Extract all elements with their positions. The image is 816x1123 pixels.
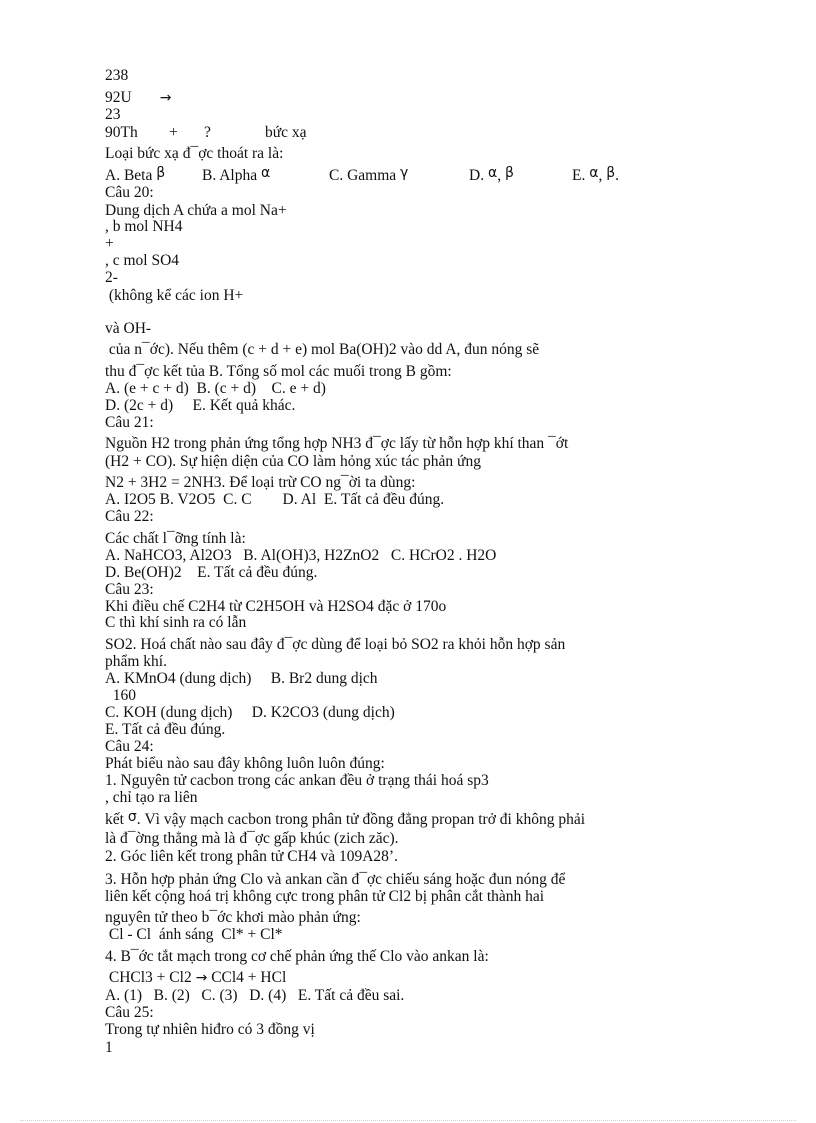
text-line: C thì khí sinh ra có lẫn: [105, 614, 247, 631]
text-line: , b mol NH4: [105, 218, 183, 235]
text-line: A. (e + c + d) B. (c + d) C. e + d): [105, 380, 326, 397]
text-line: A. NaHCO3, Al2O3 B. Al(OH)3, H2ZnO2 C. HCrO2 . H2O: [105, 547, 497, 564]
plus-sign: +: [169, 124, 178, 141]
nuclide-th: 90Th: [105, 124, 138, 141]
question-heading: Câu 24:: [105, 738, 154, 755]
text-line: 2-: [105, 269, 118, 286]
text-line: 2. Góc liên kết trong phân tử CH4 và 109A28’.: [105, 848, 398, 865]
gamma-icon: γ: [400, 165, 409, 181]
text-line: là đ¯ờng thẳng mà là đ¯ợc gấp khúc (zich zăc).: [105, 830, 399, 847]
alpha-icon: α: [589, 165, 599, 181]
text-line: , c mol SO4: [105, 252, 180, 269]
page-bottom-rule: [20, 1120, 796, 1121]
text-line: CHCl3 + Cl2 → CCl4 + HCl: [105, 969, 287, 986]
text-line: thu đ¯ợc kết tủa B. Tổng số mol các muối trong B gồm:: [105, 363, 452, 380]
text-line: [105, 89, 171, 107]
text-line: D. Be(OH)2 E. Tất cả đều đúng.: [105, 564, 318, 581]
text-line: C. KOH (dung dịch) D. K2CO3 (dung dịch): [105, 704, 395, 721]
text-line: liên kết cộng hoá trị không cực trong phân tử Cl2 bị phân cắt thành hai: [105, 888, 545, 905]
text-line: Khi điều chế C2H4 từ C2H5OH và H2SO4 đặc ở 170o: [105, 598, 447, 615]
alpha-icon: α: [261, 165, 271, 181]
text-line: (không kể các ion H+: [105, 287, 244, 304]
text-line: , chỉ tạo ra liên: [105, 789, 198, 806]
beta-icon: β: [504, 165, 514, 181]
text-line: 1. Nguyên tử cacbon trong các ankan đều ở trạng thái hoá sp3: [105, 772, 489, 789]
text-line: (H2 + CO). Sự hiện diện của CO làm hỏng xúc tác phản ứng: [105, 453, 481, 470]
text-line: kết σ. Vì vậy mạch cacbon trong phân tử đồng đẳng propan trở đi không phải: [105, 809, 586, 828]
sigma-icon: σ: [127, 809, 137, 825]
option-d: D. α, β: [469, 165, 514, 184]
arrow-icon: →: [195, 970, 208, 986]
text-line: SO2. Hoá chất nào sau đây đ¯ợc dùng để loại bỏ SO2 ra khỏi hỗn hợp sản: [105, 636, 566, 653]
question-heading: Câu 25:: [105, 1004, 154, 1021]
page-number: 160: [105, 687, 136, 704]
text-line: 1: [105, 1039, 113, 1056]
text-line: nguyên tử theo b¯ớc khơi mào phản ứng:: [105, 909, 361, 926]
text-line: [105, 124, 307, 142]
text-line: A. KMnO4 (dung dịch) B. Br2 dung dịch: [105, 670, 378, 687]
text-line: 23: [105, 106, 121, 123]
text-line: Cl - Cl ánh sáng Cl* + Cl*: [105, 926, 283, 943]
nuclide-u: 92U: [105, 89, 132, 106]
beta-icon: β: [156, 165, 166, 181]
radiation-label: bức xạ: [265, 124, 307, 141]
question-heading: Câu 22:: [105, 508, 154, 525]
option-c: C. Gamma γ: [329, 165, 409, 184]
text-line: phẩm khí.: [105, 653, 167, 670]
text-line: A. I2O5 B. V2O5 C. C D. Al E. Tất cả đều đúng.: [105, 491, 445, 508]
text-line: và OH-: [105, 320, 152, 337]
question-heading: Câu 21:: [105, 414, 154, 431]
unknown-particle: ?: [204, 124, 211, 141]
text-line: 3. Hỗn hợp phản ứng Clo và ankan cần đ¯ợc chiếu sáng hoặc đun nóng để: [105, 871, 566, 888]
text-line: +: [105, 235, 114, 252]
option-e: E. α, β.: [572, 165, 620, 184]
answer-options: [105, 165, 620, 185]
option-b: B. Alpha α: [202, 165, 271, 184]
beta-icon: β: [606, 165, 616, 181]
text-line: Nguồn H2 trong phản ứng tổng hợp NH3 đ¯ợc lấy từ hỗn hợp khí than ¯ớt: [105, 435, 569, 452]
option-a: A. Beta: [105, 167, 153, 184]
question-heading: Câu 20:: [105, 184, 154, 201]
text-line: Các chất l¯ỡng tính là:: [105, 530, 246, 547]
text-line: D. (2c + d) E. Kết quả khác.: [105, 397, 296, 414]
text-line: N2 + 3H2 = 2NH3. Để loại trừ CO ng¯ời ta dùng:: [105, 474, 416, 491]
arrow-icon: →: [159, 90, 172, 106]
text-line: Phát biểu nào sau đây không luôn luôn đúng:: [105, 755, 385, 772]
text-line: E. Tất cả đều đúng.: [105, 721, 226, 738]
text-line: 238: [105, 67, 129, 84]
text-line: A. (1) B. (2) C. (3) D. (4) E. Tất cả đều sai.: [105, 987, 405, 1004]
text-line: Dung dịch A chứa a mol Na+: [105, 202, 287, 219]
text-line: của n¯ớc). Nếu thêm (c + d + e) mol Ba(OH)2 vào dd A, đun nóng sẽ: [105, 341, 540, 358]
question-heading: Câu 23:: [105, 581, 154, 598]
text-line: 4. B¯ớc tắt mạch trong cơ chế phản ứng thế Clo vào ankan là:: [105, 948, 489, 965]
text-line: Loại bức xạ đ¯ợc thoát ra là:: [105, 145, 284, 162]
alpha-icon: α: [487, 165, 498, 181]
text-line: Trong tự nhiên hiđro có 3 đồng vị: [105, 1021, 315, 1038]
